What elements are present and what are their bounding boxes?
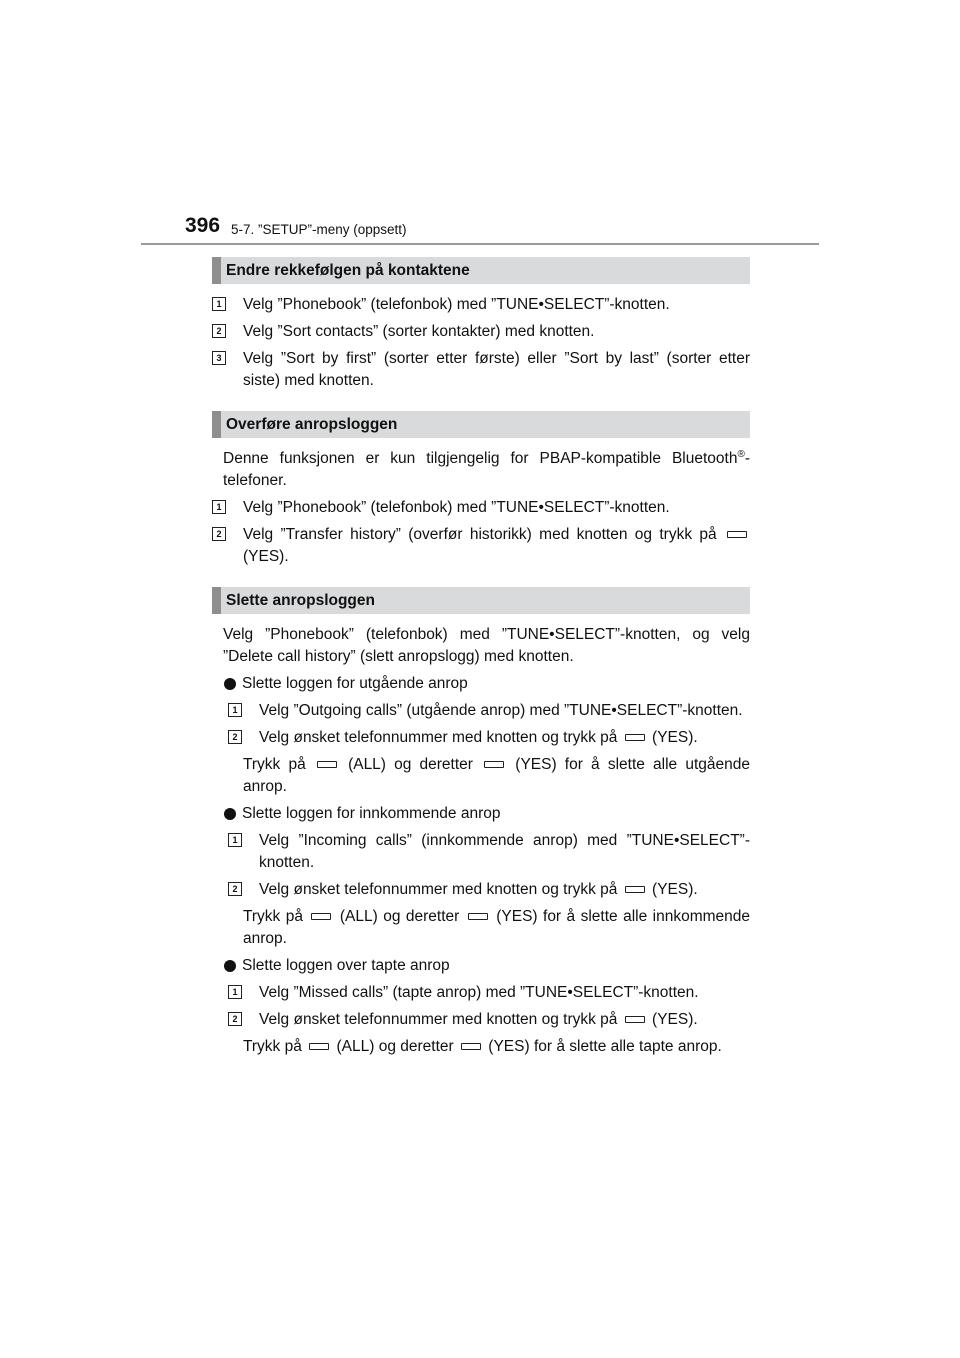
step-number-badge: 1 [212, 297, 226, 311]
rectangular-button-icon [727, 531, 747, 538]
bullet-text: Slette loggen for innkommende anrop [242, 805, 501, 822]
rectangular-button-icon [317, 761, 337, 768]
rectangular-button-icon [309, 1043, 329, 1050]
bullet-item [212, 955, 750, 977]
step-number-badge: 1 [228, 833, 242, 847]
step-text: Velg ”Incoming calls” (innkommende anrop) med ”TUNE•SELECT”-knotten. [259, 832, 750, 871]
rectangular-button-icon [311, 913, 331, 920]
rectangular-button-icon [625, 734, 645, 741]
step-text: Velg ønsket telefonnummer med knotten og trykk på [259, 881, 618, 898]
step-number-badge: 3 [212, 351, 226, 365]
step-text: Velg ”Missed calls” (tapte anrop) med ”TUNE•SELECT”-knotten. [259, 984, 699, 1001]
step-item [212, 879, 750, 901]
step-text: Velg ønsket telefonnummer med knotten og trykk på [259, 1011, 618, 1028]
step-item [212, 982, 750, 1004]
page-number: 396 [185, 214, 221, 237]
step-number-badge: 2 [228, 730, 242, 744]
rectangular-button-icon [468, 913, 488, 920]
bullet-icon [224, 960, 236, 972]
step-item [212, 321, 750, 343]
step-text: Velg ”Outgoing calls” (utgående anrop) med ”TUNE•SELECT”-knotten. [259, 702, 743, 719]
rectangular-button-icon [625, 1016, 645, 1023]
bullet-text: Slette loggen over tapte anrop [242, 957, 450, 974]
note-paragraph: Trykk på (ALL) og deretter (YES) for å slette alle tapte anrop. [243, 1038, 722, 1055]
bullet-item [212, 673, 750, 695]
step-number-badge: 1 [212, 500, 226, 514]
step-item [212, 830, 750, 874]
section-header-transfer-log [212, 411, 750, 438]
section-intro: Denne funksjonen er kun tilgjengelig for PBAP-kompatible Bluetooth®-telefoner. [223, 448, 750, 489]
step-text: Velg ”Sort by first” (sorter etter første) eller ”Sort by last” (sorter etter siste) med knotten. [243, 350, 750, 389]
header-rule [141, 243, 819, 245]
step-text: Velg ”Sort contacts” (sorter kontakter) med knotten. [243, 323, 595, 340]
section-title: Overføre anropsloggen [226, 416, 398, 433]
step-number-badge: 2 [228, 882, 242, 896]
step-item [212, 497, 750, 519]
section-header-sort-contacts [212, 257, 750, 284]
rectangular-button-icon [625, 886, 645, 893]
section-title: Endre rekkefølgen på kontaktene [226, 262, 470, 279]
note-paragraph: Trykk på (ALL) og deretter (YES) for å slette alle innkommende anrop. [243, 908, 751, 947]
step-item [212, 294, 750, 316]
registered-mark: ® [737, 448, 745, 460]
step-number-badge: 1 [228, 985, 242, 999]
rectangular-button-icon [484, 761, 504, 768]
step-number-badge: 2 [228, 1012, 242, 1026]
rectangular-button-icon [461, 1043, 481, 1050]
note-paragraph: Trykk på (ALL) og deretter (YES) for å slette alle utgående anrop. [243, 756, 750, 795]
bullet-icon [224, 678, 236, 690]
step-item [212, 727, 750, 749]
step-number-badge: 2 [212, 324, 226, 338]
step-text: (YES). [243, 548, 289, 565]
step-text: Velg ”Phonebook” (telefonbok) med ”TUNE•SELECT”-knotten. [243, 296, 670, 313]
section-title: Slette anropsloggen [226, 592, 375, 609]
step-item [212, 1009, 750, 1031]
bullet-item [212, 803, 750, 825]
section-header-delete-log [212, 587, 750, 614]
step-text: (YES). [652, 881, 698, 898]
bullet-text: Slette loggen for utgående anrop [242, 675, 468, 692]
section-intro: Velg ”Phonebook” (telefonbok) med ”TUNE•SELECT”-knotten, og velg ”Delete call history” (slett anropslogg) med knotten. [223, 626, 750, 665]
step-item [212, 348, 750, 392]
step-number-badge: 2 [212, 527, 226, 541]
page-content [212, 257, 750, 1063]
step-item [212, 524, 750, 568]
step-item [212, 700, 750, 722]
step-text: Velg ”Phonebook” (telefonbok) med ”TUNE•SELECT”-knotten. [243, 499, 670, 516]
step-text: (YES). [652, 1011, 698, 1028]
step-text: Velg ønsket telefonnummer med knotten og trykk på [259, 729, 618, 746]
bullet-icon [224, 808, 236, 820]
step-number-badge: 1 [228, 703, 242, 717]
step-text: Velg ”Transfer history” (overfør historikk) med knotten og trykk på [243, 526, 717, 543]
running-head: 5-7. ”SETUP”-meny (oppsett) [231, 222, 407, 237]
step-text: (YES). [652, 729, 698, 746]
